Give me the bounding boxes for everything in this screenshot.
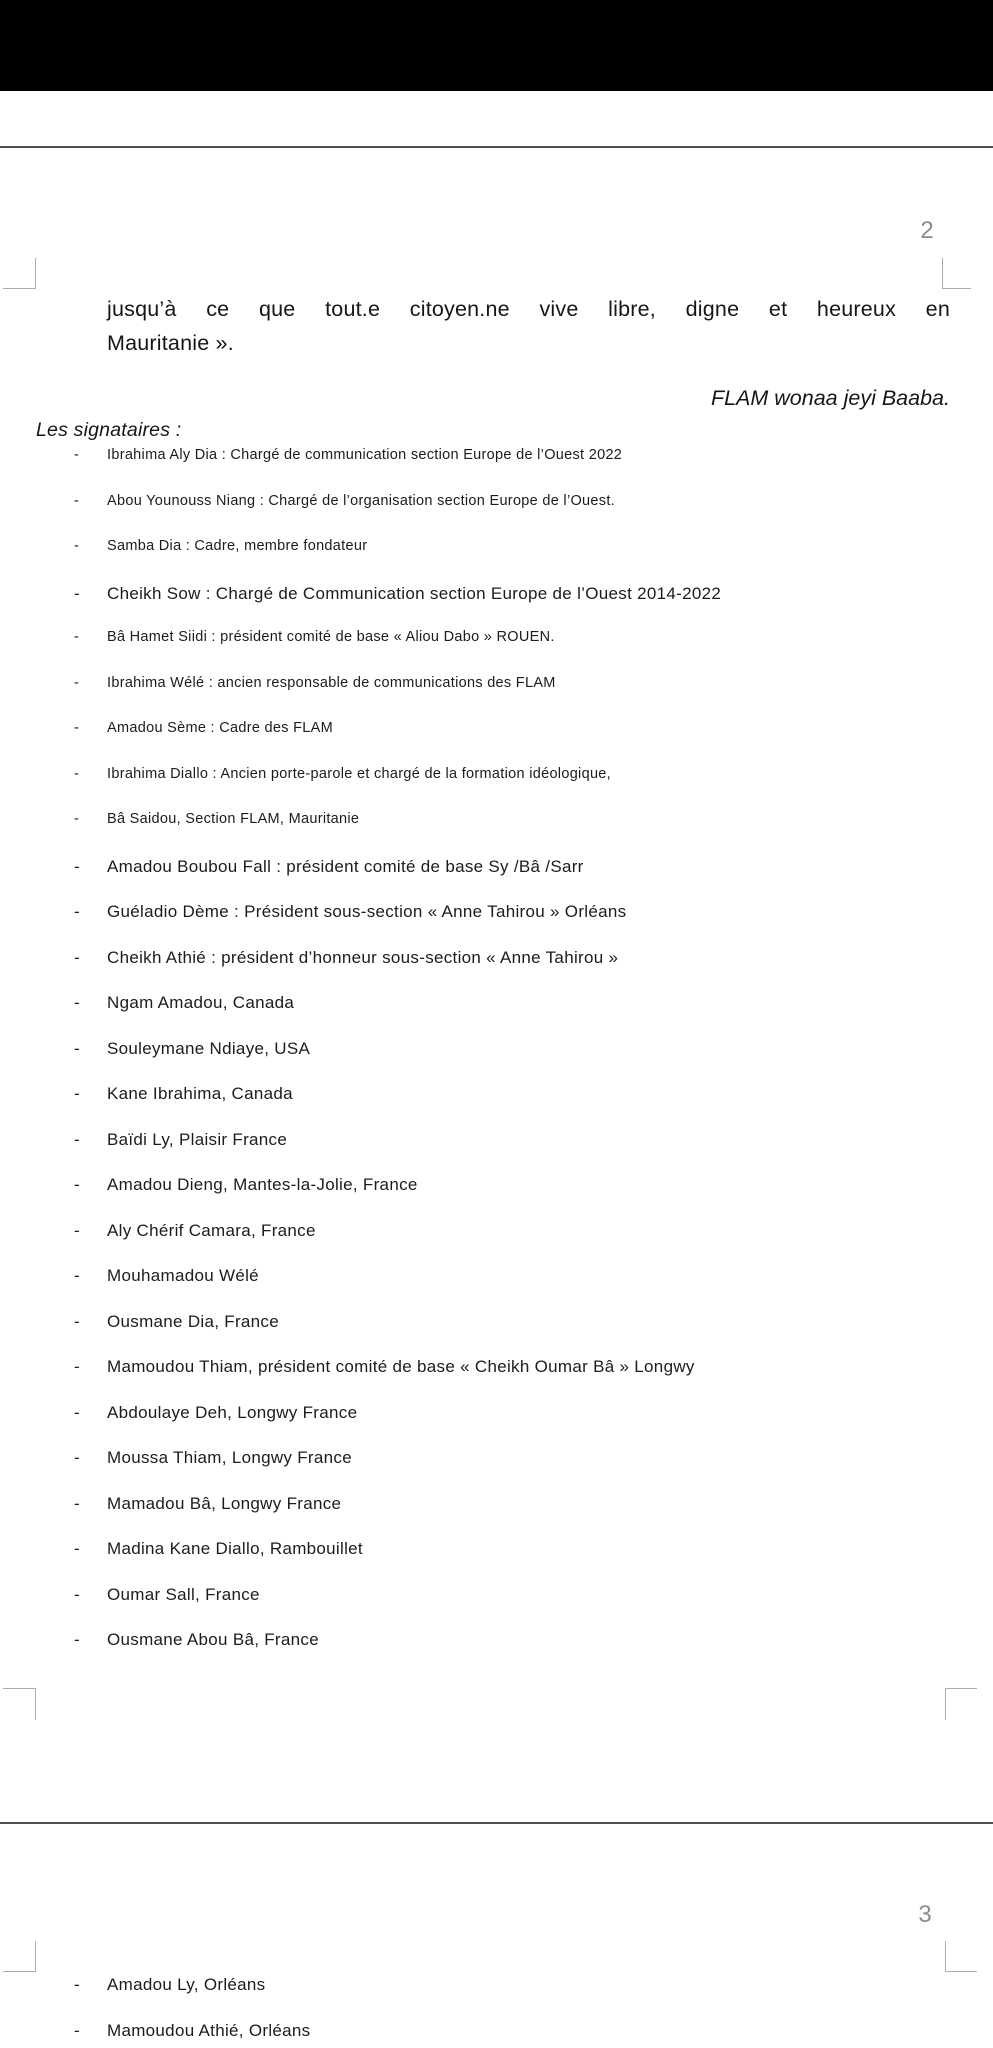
dash-bullet: - — [74, 947, 80, 967]
dash-bullet: - — [74, 993, 80, 1012]
dash-bullet: - — [74, 1493, 80, 1513]
dash-bullet: - — [74, 1357, 80, 1376]
signatory-item — [74, 1975, 979, 1997]
signatory-text: Amadou Sème : Cadre des FLAM — [107, 720, 333, 736]
signatory-text: Madina Kane Diallo, Rambouillet — [107, 1539, 363, 1558]
dash-bullet: - — [74, 1539, 80, 1558]
signatory-text: Cheikh Sow : Chargé de Communication section Europe de l’Ouest 2014-2022 — [107, 583, 722, 603]
dash-bullet: - — [74, 720, 80, 736]
signatory-item — [74, 584, 979, 606]
dash-bullet: - — [74, 1038, 80, 1058]
dash-bullet: - — [74, 765, 80, 782]
signatory-item — [74, 447, 979, 469]
signatory-item — [74, 1221, 979, 1243]
signatory-text: Baïdi Ly, Plaisir France — [107, 1129, 288, 1149]
signatory-item — [74, 720, 979, 742]
signatory-text: Amadou Ly, Orléans — [107, 1975, 266, 1994]
page-number-2: 2 — [920, 217, 934, 244]
signatory-text: Bâ Saidou, Section FLAM, Mauritanie — [107, 811, 360, 827]
page-separator-bottom — [0, 1822, 993, 1824]
body-paragraph-line-2: Mauritanie ». — [107, 331, 234, 355]
signatories-heading: Les signataires : — [36, 419, 182, 441]
dash-bullet: - — [74, 1630, 80, 1649]
signatory-text: Kane Ibrahima, Canada — [107, 1084, 293, 1103]
signatory-item — [74, 1448, 979, 1470]
dash-bullet: - — [74, 1975, 80, 1994]
dash-bullet: - — [74, 811, 80, 827]
signatory-item — [74, 1312, 979, 1334]
signatory-text: Bâ Hamet Siidi : président comité de base « Aliou Dabo » ROUEN. — [107, 629, 555, 645]
signatory-text: Mamoudou Thiam, président comité de base « Cheikh Oumar Bâ » Longwy — [107, 1357, 695, 1376]
signatory-item — [74, 902, 979, 924]
signatory-text: Amadou Dieng, Mantes-la-Jolie, France — [107, 1175, 418, 1194]
signatory-item — [74, 1130, 979, 1152]
dash-bullet: - — [74, 1084, 80, 1103]
margin-corner-mark-top-left-p3 — [3, 1941, 36, 1972]
signatory-item — [74, 493, 979, 515]
margin-corner-mark-top-right — [942, 258, 971, 289]
signatory-item — [74, 857, 979, 879]
signatory-text: Guéladio Dème : Président sous-section « Anne Tahirou » Orléans — [107, 902, 627, 921]
signatory-item — [74, 948, 979, 970]
dash-bullet: - — [74, 2020, 80, 2040]
signatory-text: Ibrahima Diallo : Ancien porte-parole et chargé de la formation idéologique, — [107, 765, 612, 782]
dash-bullet: - — [74, 1220, 80, 1240]
signatories-list-page-2 — [74, 447, 979, 1676]
signatory-item — [74, 629, 979, 651]
signatory-text: Ousmane Abou Bâ, France — [107, 1630, 319, 1649]
dash-bullet: - — [74, 1402, 80, 1422]
signatory-text: Abou Younouss Niang : Chargé de l’organisation section Europe de l’Ouest. — [107, 492, 615, 509]
signatory-item — [74, 811, 979, 833]
page-separator-top — [0, 146, 993, 148]
signatory-item — [74, 538, 979, 560]
dash-bullet: - — [74, 1129, 80, 1149]
signatory-item — [74, 675, 979, 697]
margin-corner-mark-bottom-right — [945, 1688, 977, 1720]
body-paragraph-line-1: jusqu’à ce que tout.e citoyen.ne vive libre, digne et heureux en — [107, 297, 950, 321]
top-black-bar — [0, 0, 993, 91]
page-number-3: 3 — [918, 1901, 932, 1928]
signatory-item — [74, 1630, 979, 1652]
dash-bullet: - — [74, 1448, 80, 1467]
signatory-item — [74, 1585, 979, 1607]
dash-bullet: - — [74, 447, 80, 463]
margin-corner-mark-top-right-p3 — [945, 1941, 977, 1972]
signatory-item — [74, 1357, 979, 1379]
signatory-text: Moussa Thiam, Longwy France — [107, 1448, 352, 1467]
signatory-text: Mamoudou Athié, Orléans — [107, 2020, 311, 2040]
dash-bullet: - — [74, 1266, 80, 1285]
signatory-text: Ibrahima Wélé : ancien responsable de communications des FLAM — [107, 674, 556, 691]
signatory-text: Amadou Boubou Fall : président comité de base Sy /Bâ /Sarr — [107, 856, 584, 876]
signatory-text: Ibrahima Aly Dia : Chargé de communication section Europe de l’Ouest 2022 — [107, 447, 623, 463]
dash-bullet: - — [74, 1584, 80, 1604]
signatory-item — [74, 1039, 979, 1061]
signatory-text: Aly Chérif Camara, France — [107, 1220, 316, 1240]
signatory-text: Oumar Sall, France — [107, 1584, 260, 1604]
signatory-item — [74, 1494, 979, 1516]
signatory-text: Mamadou Bâ, Longwy France — [107, 1493, 342, 1513]
dash-bullet: - — [74, 856, 80, 876]
signatory-item — [74, 766, 979, 788]
signatory-text: Ousmane Dia, France — [107, 1311, 279, 1331]
signatory-item — [74, 2021, 979, 2043]
dash-bullet: - — [74, 902, 80, 921]
signatory-text: Ngam Amadou, Canada — [107, 993, 295, 1012]
signatory-text: Cheikh Athié : président d’honneur sous-section « Anne Tahirou » — [107, 947, 619, 967]
signatories-list-page-3 — [74, 1975, 979, 2048]
dash-bullet: - — [74, 1311, 80, 1331]
dash-bullet: - — [74, 538, 80, 554]
signatory-item — [74, 1175, 979, 1197]
signatory-text: Mouhamadou Wélé — [107, 1266, 259, 1285]
body-paragraph — [107, 292, 950, 360]
dash-bullet: - — [74, 492, 80, 509]
signatory-item — [74, 1539, 979, 1561]
signatory-item — [74, 1266, 979, 1288]
dash-bullet: - — [74, 674, 80, 691]
margin-corner-mark-bottom-left — [3, 1688, 36, 1720]
signatory-item — [74, 1403, 979, 1425]
signatory-text: Abdoulaye Deh, Longwy France — [107, 1402, 358, 1422]
margin-corner-mark-top-left — [3, 258, 36, 289]
signatory-item — [74, 993, 979, 1015]
dash-bullet: - — [74, 583, 80, 603]
dash-bullet: - — [74, 629, 80, 645]
signatory-item — [74, 1084, 979, 1106]
signatory-text: Souleymane Ndiaye, USA — [107, 1038, 311, 1058]
closing-motto: FLAM wonaa jeyi Baaba. — [710, 386, 950, 410]
dash-bullet: - — [74, 1175, 80, 1194]
signatory-text: Samba Dia : Cadre, membre fondateur — [107, 538, 368, 554]
